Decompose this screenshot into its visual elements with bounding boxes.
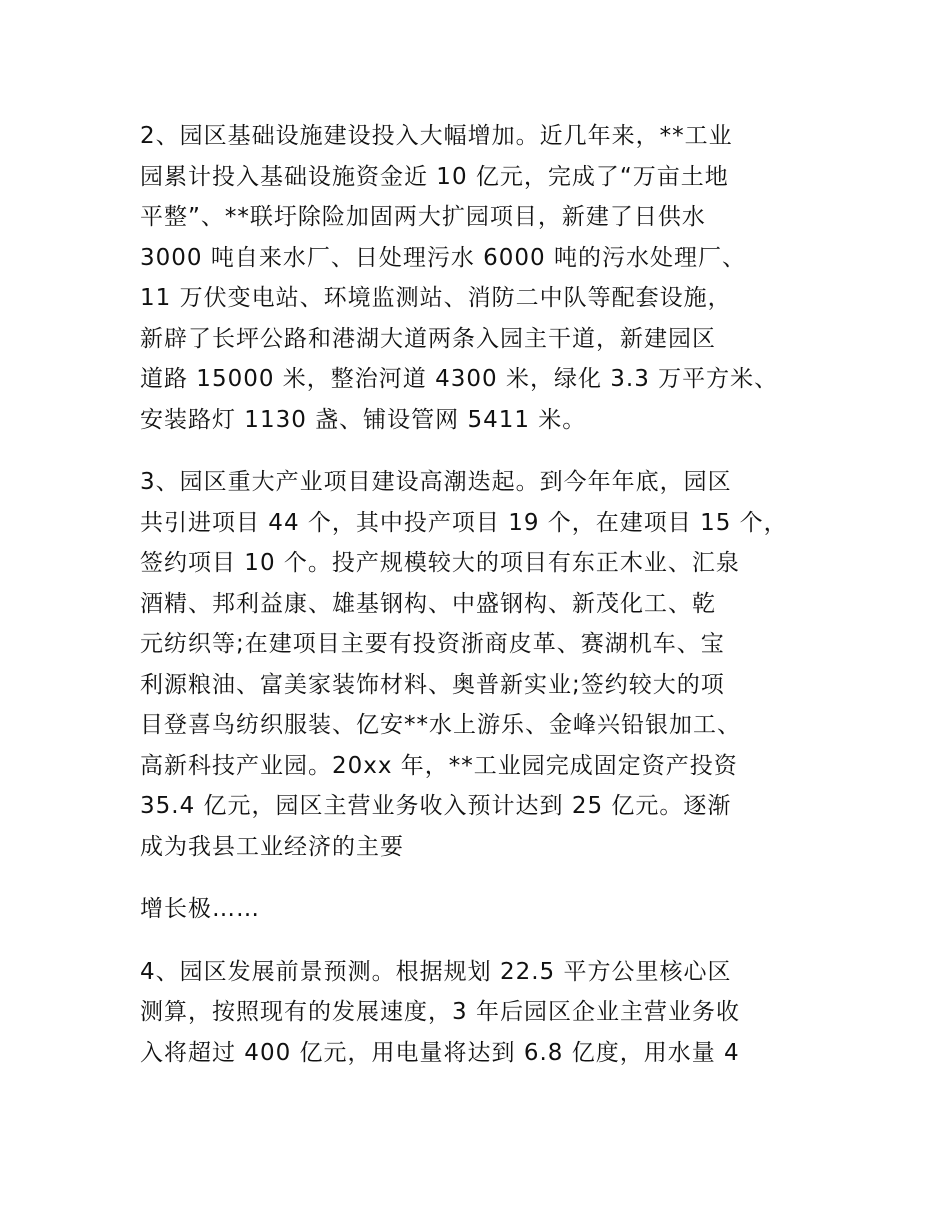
text-line: 道路 15000 米，整治河道 4300 米，绿化 3.3 万平方米、 <box>140 366 779 392</box>
text-line: 4、园区发展前景预测。根据规划 22.5 平方公里核心区 <box>140 958 732 985</box>
text-line: 3、园区重大产业项目建设高潮迭起。到今年年底，园区 <box>140 469 732 495</box>
paragraph-projects <box>140 462 840 867</box>
text-line: 酒精、邦利益康、雄基钢构、中盛钢构、新茂化工、乾 <box>140 590 716 617</box>
paragraph-forecast <box>140 952 840 1074</box>
text-line: 安装路灯 1130 盏、铺设管网 5411 米。 <box>140 406 587 433</box>
text-line: 入将超过 400 亿元，用电量将达到 6.8 亿度，用水量 4 <box>140 1039 740 1066</box>
text-line: 35.4 亿元，园区主营业务收入预计达到 25 亿元。逐渐 <box>140 793 732 819</box>
text-line: 利源粮油、富美家装饰材料、奥普新实业;签约较大的项 <box>140 671 725 698</box>
text-line: 3000 吨自来水厂、日处理污水 6000 吨的污水处理厂、 <box>140 244 746 271</box>
text-line: 共引进项目 44 个，其中投产项目 19 个，在建项目 15 个， <box>140 509 788 536</box>
document-body <box>140 116 840 1095</box>
text-line: 高新科技产业园。20xx 年，**工业园完成固定资产投资 <box>140 752 738 779</box>
text-line: 11 万伏变电站、环境监测站、消防二中队等配套设施， <box>140 285 732 311</box>
text-line: 目登喜鸟纺织服装、亿安**水上游乐、金峰兴铅银加工、 <box>140 712 741 738</box>
text-line: 测算，按照现有的发展速度，3 年后园区企业主营业务收 <box>140 999 740 1025</box>
text-line: 元纺织等;在建项目主要有投资浙商皮革、赛湖机车、宝 <box>140 631 725 657</box>
paragraph-growth-pole <box>140 889 840 930</box>
text-line: 2、园区基础设施建设投入大幅增加。近几年来，**工业 <box>140 123 733 149</box>
text-line: 签约项目 10 个。投产规模较大的项目有东正木业、汇泉 <box>140 550 740 576</box>
text-line: 新辟了长坪公路和港湖大道两条入园主干道，新建园区 <box>140 325 716 352</box>
paragraph-infrastructure <box>140 116 840 440</box>
text-line: 成为我县工业经济的主要 <box>140 833 404 860</box>
text-line: 增长极…… <box>140 896 260 922</box>
text-line: 园累计投入基础设施资金近 10 亿元，完成了“万亩土地 <box>140 163 729 190</box>
text-line: 平整”、**联圩除险加固两大扩园项目，新建了日供水 <box>140 204 706 230</box>
